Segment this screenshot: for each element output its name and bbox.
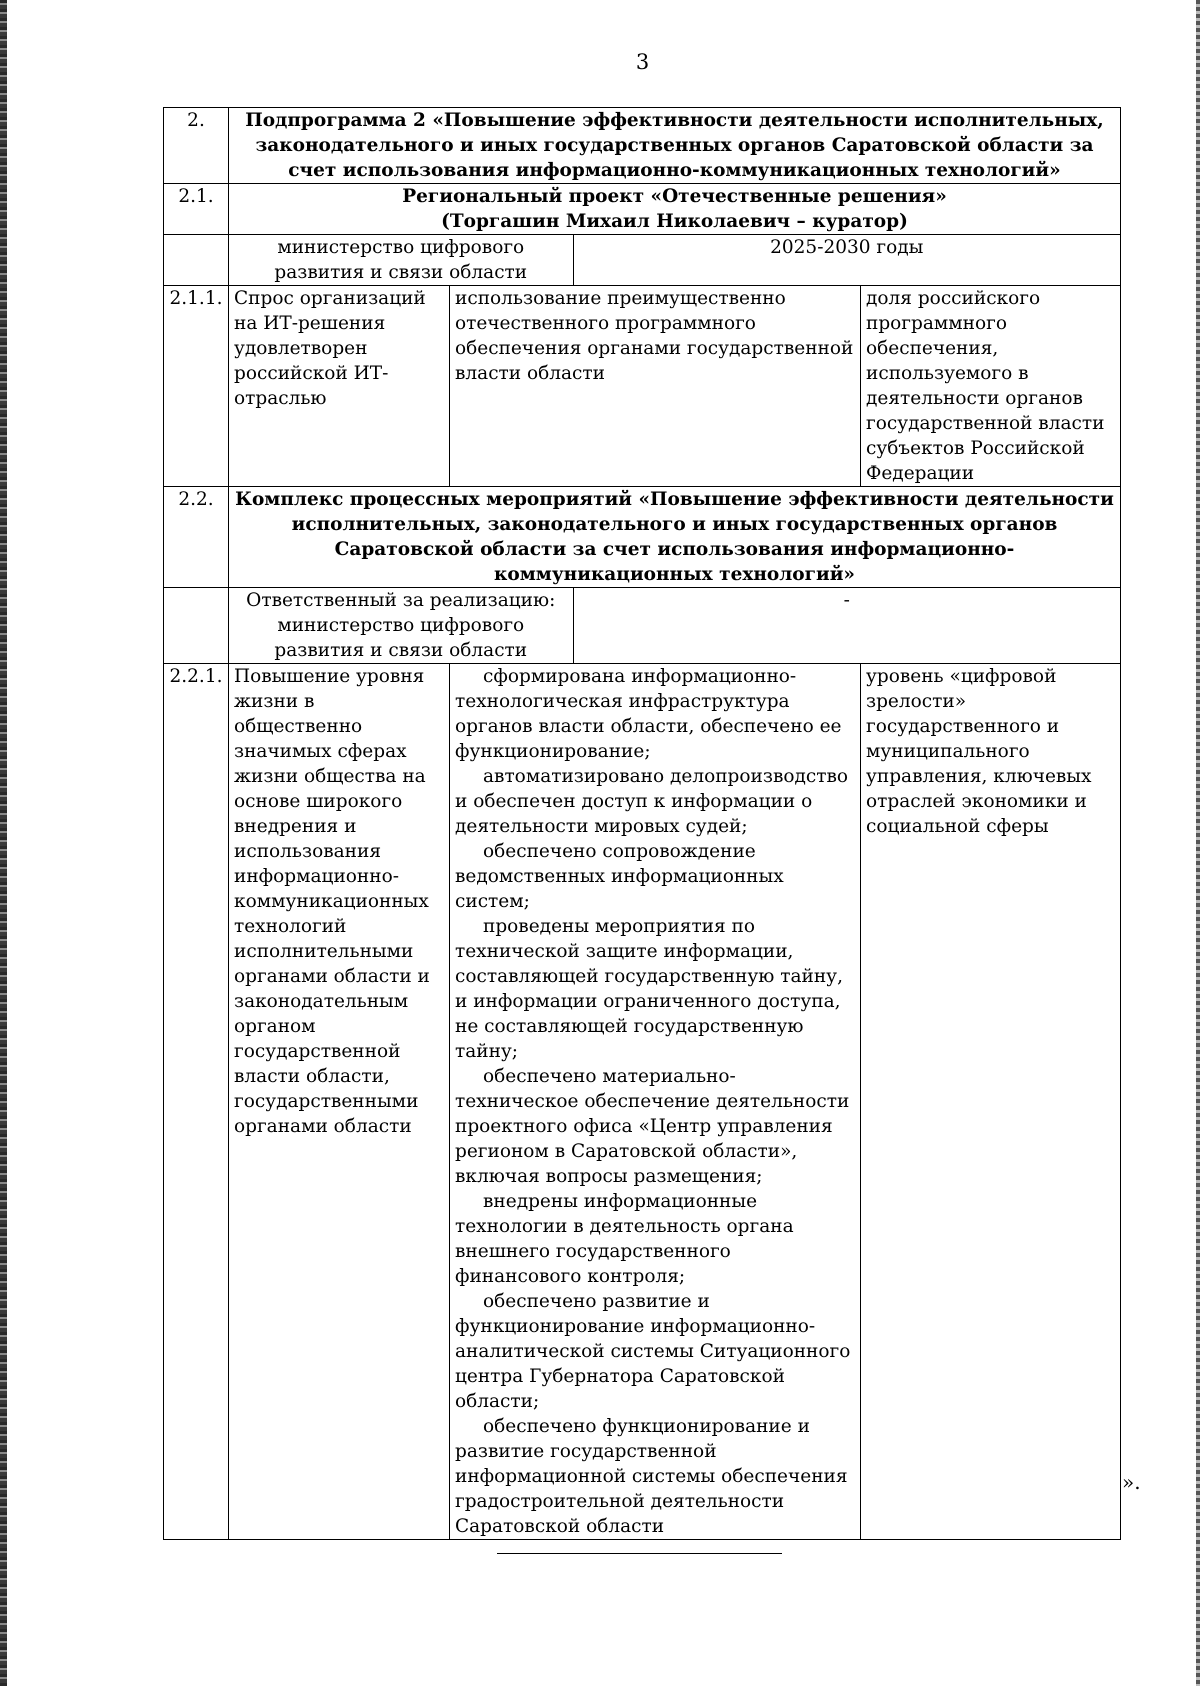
row-number: 2.1. xyxy=(164,184,229,235)
regional-project-name: Региональный проект «Отечественные решения» xyxy=(402,186,947,207)
indicator-cell: уровень «цифровой зрелости» государственного и муниципального управления, ключевых отраслей экономики и социальной сферы xyxy=(861,664,1121,1540)
effect-item: обеспечено материально-техническое обеспечение деятельности проектного офиса «Центр управления регионом в Саратовской области», включая вопросы размещения; xyxy=(455,1066,850,1187)
process-complex-title: Комплекс процессных мероприятий «Повышение эффективности деятельности исполнительных, законодательного и иных государственных органов Саратовской области за счет использования информационно-коммуникационных технологий» xyxy=(229,487,1121,588)
table-row-subprogram-2 xyxy=(164,108,1121,184)
row-number: 2. xyxy=(164,108,229,184)
effect-item: обеспечено сопровождение ведомственных информационных систем; xyxy=(455,841,784,912)
regional-project-curator: (Торгашин Михаил Николаевич – куратор) xyxy=(441,211,908,232)
table-row-process-complex xyxy=(164,487,1121,588)
implementation-period: - xyxy=(843,590,850,611)
empty-cell xyxy=(164,235,229,286)
effects-cell xyxy=(450,664,861,1540)
implementation-period: 2025-2030 годы xyxy=(770,237,924,258)
scan-edge-left xyxy=(0,0,7,1686)
effect-item: автоматизировано делопроизводство и обеспечен доступ к информации о деятельности мировых судей; xyxy=(455,766,849,837)
row-number: 2.2.1. xyxy=(164,664,229,1540)
table-row-2-2-1 xyxy=(164,664,1121,1540)
effect-item: внедрены информационные технологии в деятельность органа внешнего государственного финансового контроля; xyxy=(455,1191,794,1287)
end-separator-line xyxy=(497,1553,782,1554)
row-number: 2.2. xyxy=(164,487,229,588)
program-table xyxy=(163,107,1121,1540)
effect-item: обеспечено развитие и функционирование информационно-аналитической системы Ситуационного центра Губернатора Саратовской области; xyxy=(455,1291,851,1412)
table-row-responsible-21 xyxy=(164,235,1121,286)
table-row-responsible-22 xyxy=(164,588,1121,664)
scan-edge-right xyxy=(1196,0,1200,1686)
effect-item: проведены мероприятия по технической защите информации, составляющей государственную тайну, и информации ограниченного доступа, не составляющей государственную тайну; xyxy=(455,916,843,1062)
indicator-cell: доля российского программного обеспечения, используемого в деятельности органов государственной власти субъектов Российской Федерации xyxy=(861,286,1121,487)
effect-item: обеспечено функционирование и развитие государственной информационной системы обеспечения градостроительной деятельности Саратовской области xyxy=(455,1416,848,1537)
responsible-authority: Ответственный за реализацию: министерство цифрового развития и связи области xyxy=(229,588,573,663)
effect-cell: использование преимущественно отечественного программного обеспечения органами государственной власти области xyxy=(450,286,861,487)
empty-cell xyxy=(164,588,229,664)
task-cell: Повышение уровня жизни в общественно значимых сферах жизни общества на основе широкого внедрения и использования информационно-коммуникационных технологий исполнительными органами области и законодательным органом государственной власти области, государственными органами области xyxy=(229,664,450,1540)
closing-quote-mark: ». xyxy=(1122,1470,1141,1494)
task-cell: Спрос организаций на ИТ-решения удовлетворен российской ИТ-отраслью xyxy=(229,286,450,487)
table-row-regional-project xyxy=(164,184,1121,235)
subprogram-title: Подпрограмма 2 «Повышение эффективности деятельности исполнительных, законодательного и иных государственных органов Саратовской области за счет использования информационно-коммуникационных технологий» xyxy=(229,108,1121,184)
responsible-cell xyxy=(229,235,1121,286)
table-row-2-1-1 xyxy=(164,286,1121,487)
effect-item: сформирована информационно-технологическая инфраструктура органов власти области, обеспечено ее функционирование; xyxy=(455,666,842,762)
page-number: 3 xyxy=(635,50,650,74)
regional-project-title xyxy=(229,184,1121,235)
responsible-authority: министерство цифрового развития и связи области xyxy=(229,235,573,285)
row-number: 2.1.1. xyxy=(164,286,229,487)
responsible-cell xyxy=(229,588,1121,664)
